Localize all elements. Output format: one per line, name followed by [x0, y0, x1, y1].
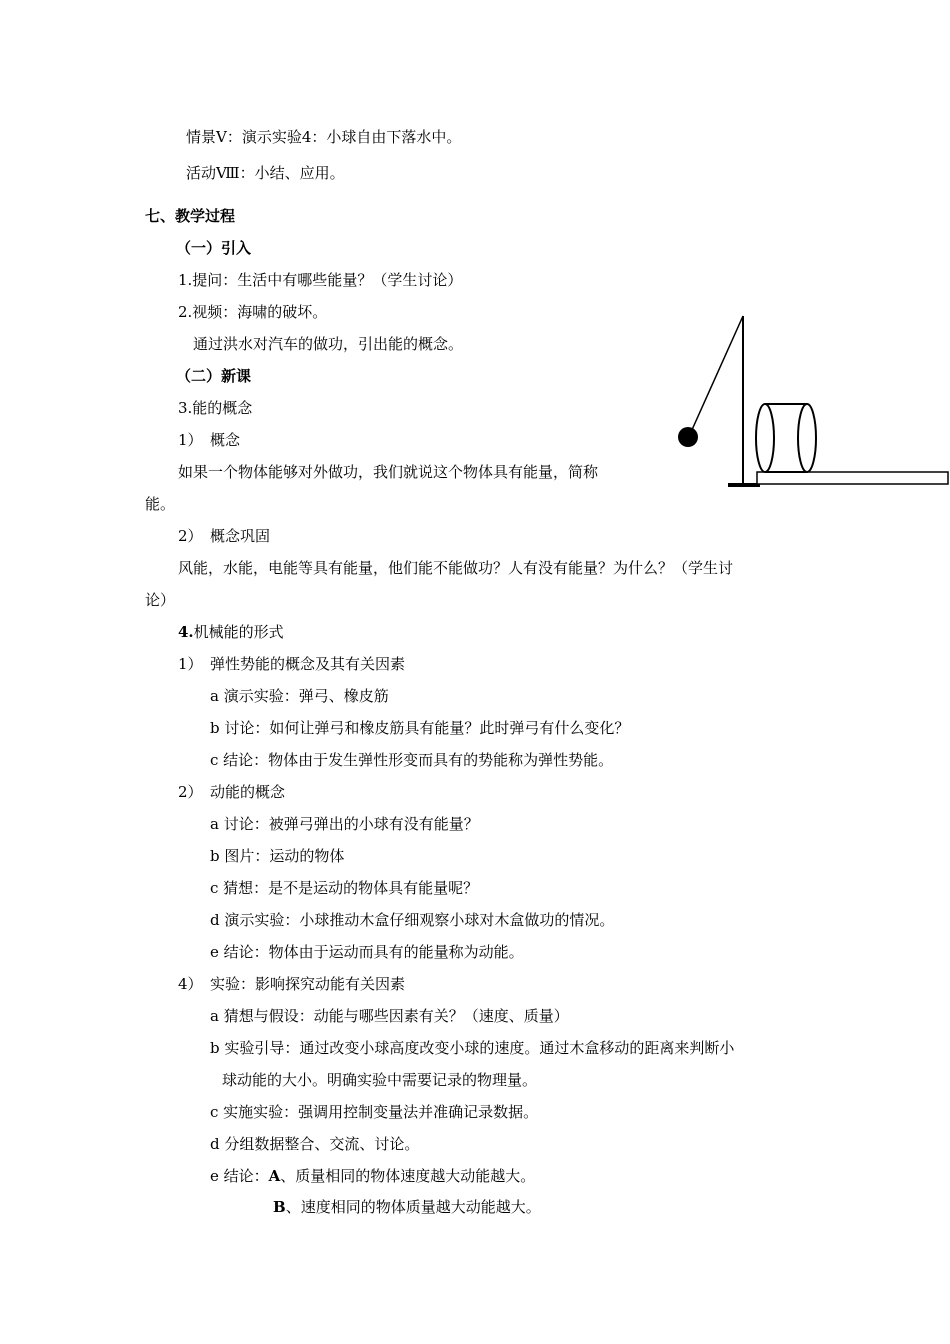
item-4-number: 4.	[178, 623, 194, 641]
kinetic-step-a: a 讨论：被弹弓弹出的小球有没有能量？	[210, 815, 479, 833]
pendulum-ball	[678, 427, 698, 447]
conclusion-b-text: 、速度相同的物体质量越大动能越大。	[285, 1198, 541, 1216]
sub-item-kinetic: 2） 动能的概念	[178, 783, 286, 801]
elastic-step-b: b 讨论：如何让弹弓和橡皮筋具有能量？此时弹弓有什么变化？	[210, 719, 630, 737]
experiment-step-e	[210, 1166, 535, 1186]
experiment-step-b: b 实验引导：通过改变小球高度改变小球的速度。通过木盒移动的距离来判断小	[210, 1039, 735, 1057]
item-4-mechanical-energy	[178, 622, 284, 642]
conclusion-a-letter: A	[268, 1167, 281, 1185]
intro-item-2: 2.视频：海啸的破坏。	[178, 303, 328, 321]
conclusion-b-letter: B	[273, 1198, 286, 1216]
intro-item-1: 1.提问：生活中有哪些能量？（学生讨论）	[178, 271, 463, 289]
pendulum-string	[691, 316, 743, 432]
section-heading-teaching-process: 七、教学过程	[145, 207, 236, 225]
subheading-introduction: （一）引入	[176, 239, 252, 257]
experiment-step-c: c 实施实验：强调用控制变量法并准确记录数据。	[210, 1103, 539, 1121]
conclusion-label: e 结论：	[210, 1167, 269, 1185]
experiment-step-b-cont: 球动能的大小。明确实验中需要记录的物理量。	[222, 1071, 538, 1089]
experiment-step-a: a 猜想与假设：动能与哪些因素有关？（速度、质量）	[210, 1007, 569, 1025]
pendulum-box-diagram	[0, 0, 950, 500]
conclusion-a-text: 、质量相同的物体速度越大动能越大。	[280, 1167, 536, 1185]
box-front-end	[798, 404, 816, 472]
kinetic-step-e: e 结论：物体由于运动而具有的能量称为动能。	[210, 943, 524, 961]
sub-item-experiment: 4） 实验：影响探究动能有关因素	[178, 975, 406, 993]
consolidation-paragraph: 风能，水能，电能等具有能量，他们能不能做功？人有没有能量？为什么？（学生讨	[178, 559, 734, 577]
subheading-new-lesson: （二）新课	[176, 367, 252, 385]
concept-paragraph-end: 能。	[145, 495, 176, 513]
activity-8-line: 活动Ⅷ：小结、应用。	[186, 164, 345, 182]
scenario-5-line: 情景Ⅴ：演示实验4：小球自由下落水中。	[186, 128, 462, 146]
consolidation-paragraph-end: 论）	[145, 591, 176, 609]
experiment-step-d: d 分组数据整合、交流、讨论。	[210, 1135, 420, 1153]
item-3-energy-concept: 3.能的概念	[178, 399, 253, 417]
sub-item-consolidation: 2） 概念巩固	[178, 527, 271, 545]
elastic-step-a: a 演示实验：弹弓、橡皮筋	[210, 687, 389, 705]
kinetic-step-c: c 猜想：是不是运动的物体具有能量呢？	[210, 879, 479, 897]
experiment-conclusion-b	[273, 1197, 541, 1217]
sub-item-elastic-potential: 1） 弹性势能的概念及其有关因素	[178, 655, 406, 673]
intro-note: 通过洪水对汽车的做功，引出能的概念。	[193, 335, 464, 353]
box-back-end	[756, 404, 774, 472]
track-board	[757, 472, 948, 484]
elastic-step-c: c 结论：物体由于发生弹性形变而具有的势能称为弹性势能。	[210, 751, 614, 769]
concept-paragraph: 如果一个物体能够对外做功，我们就说这个物体具有能量，简称	[178, 463, 599, 481]
kinetic-step-d: d 演示实验：小球推动木盒仔细观察小球对木盒做功的情况。	[210, 911, 615, 929]
item-4-title: 机械能的形式	[193, 623, 284, 641]
kinetic-step-b: b 图片：运动的物体	[210, 847, 345, 865]
sub-item-concept: 1） 概念	[178, 431, 241, 449]
